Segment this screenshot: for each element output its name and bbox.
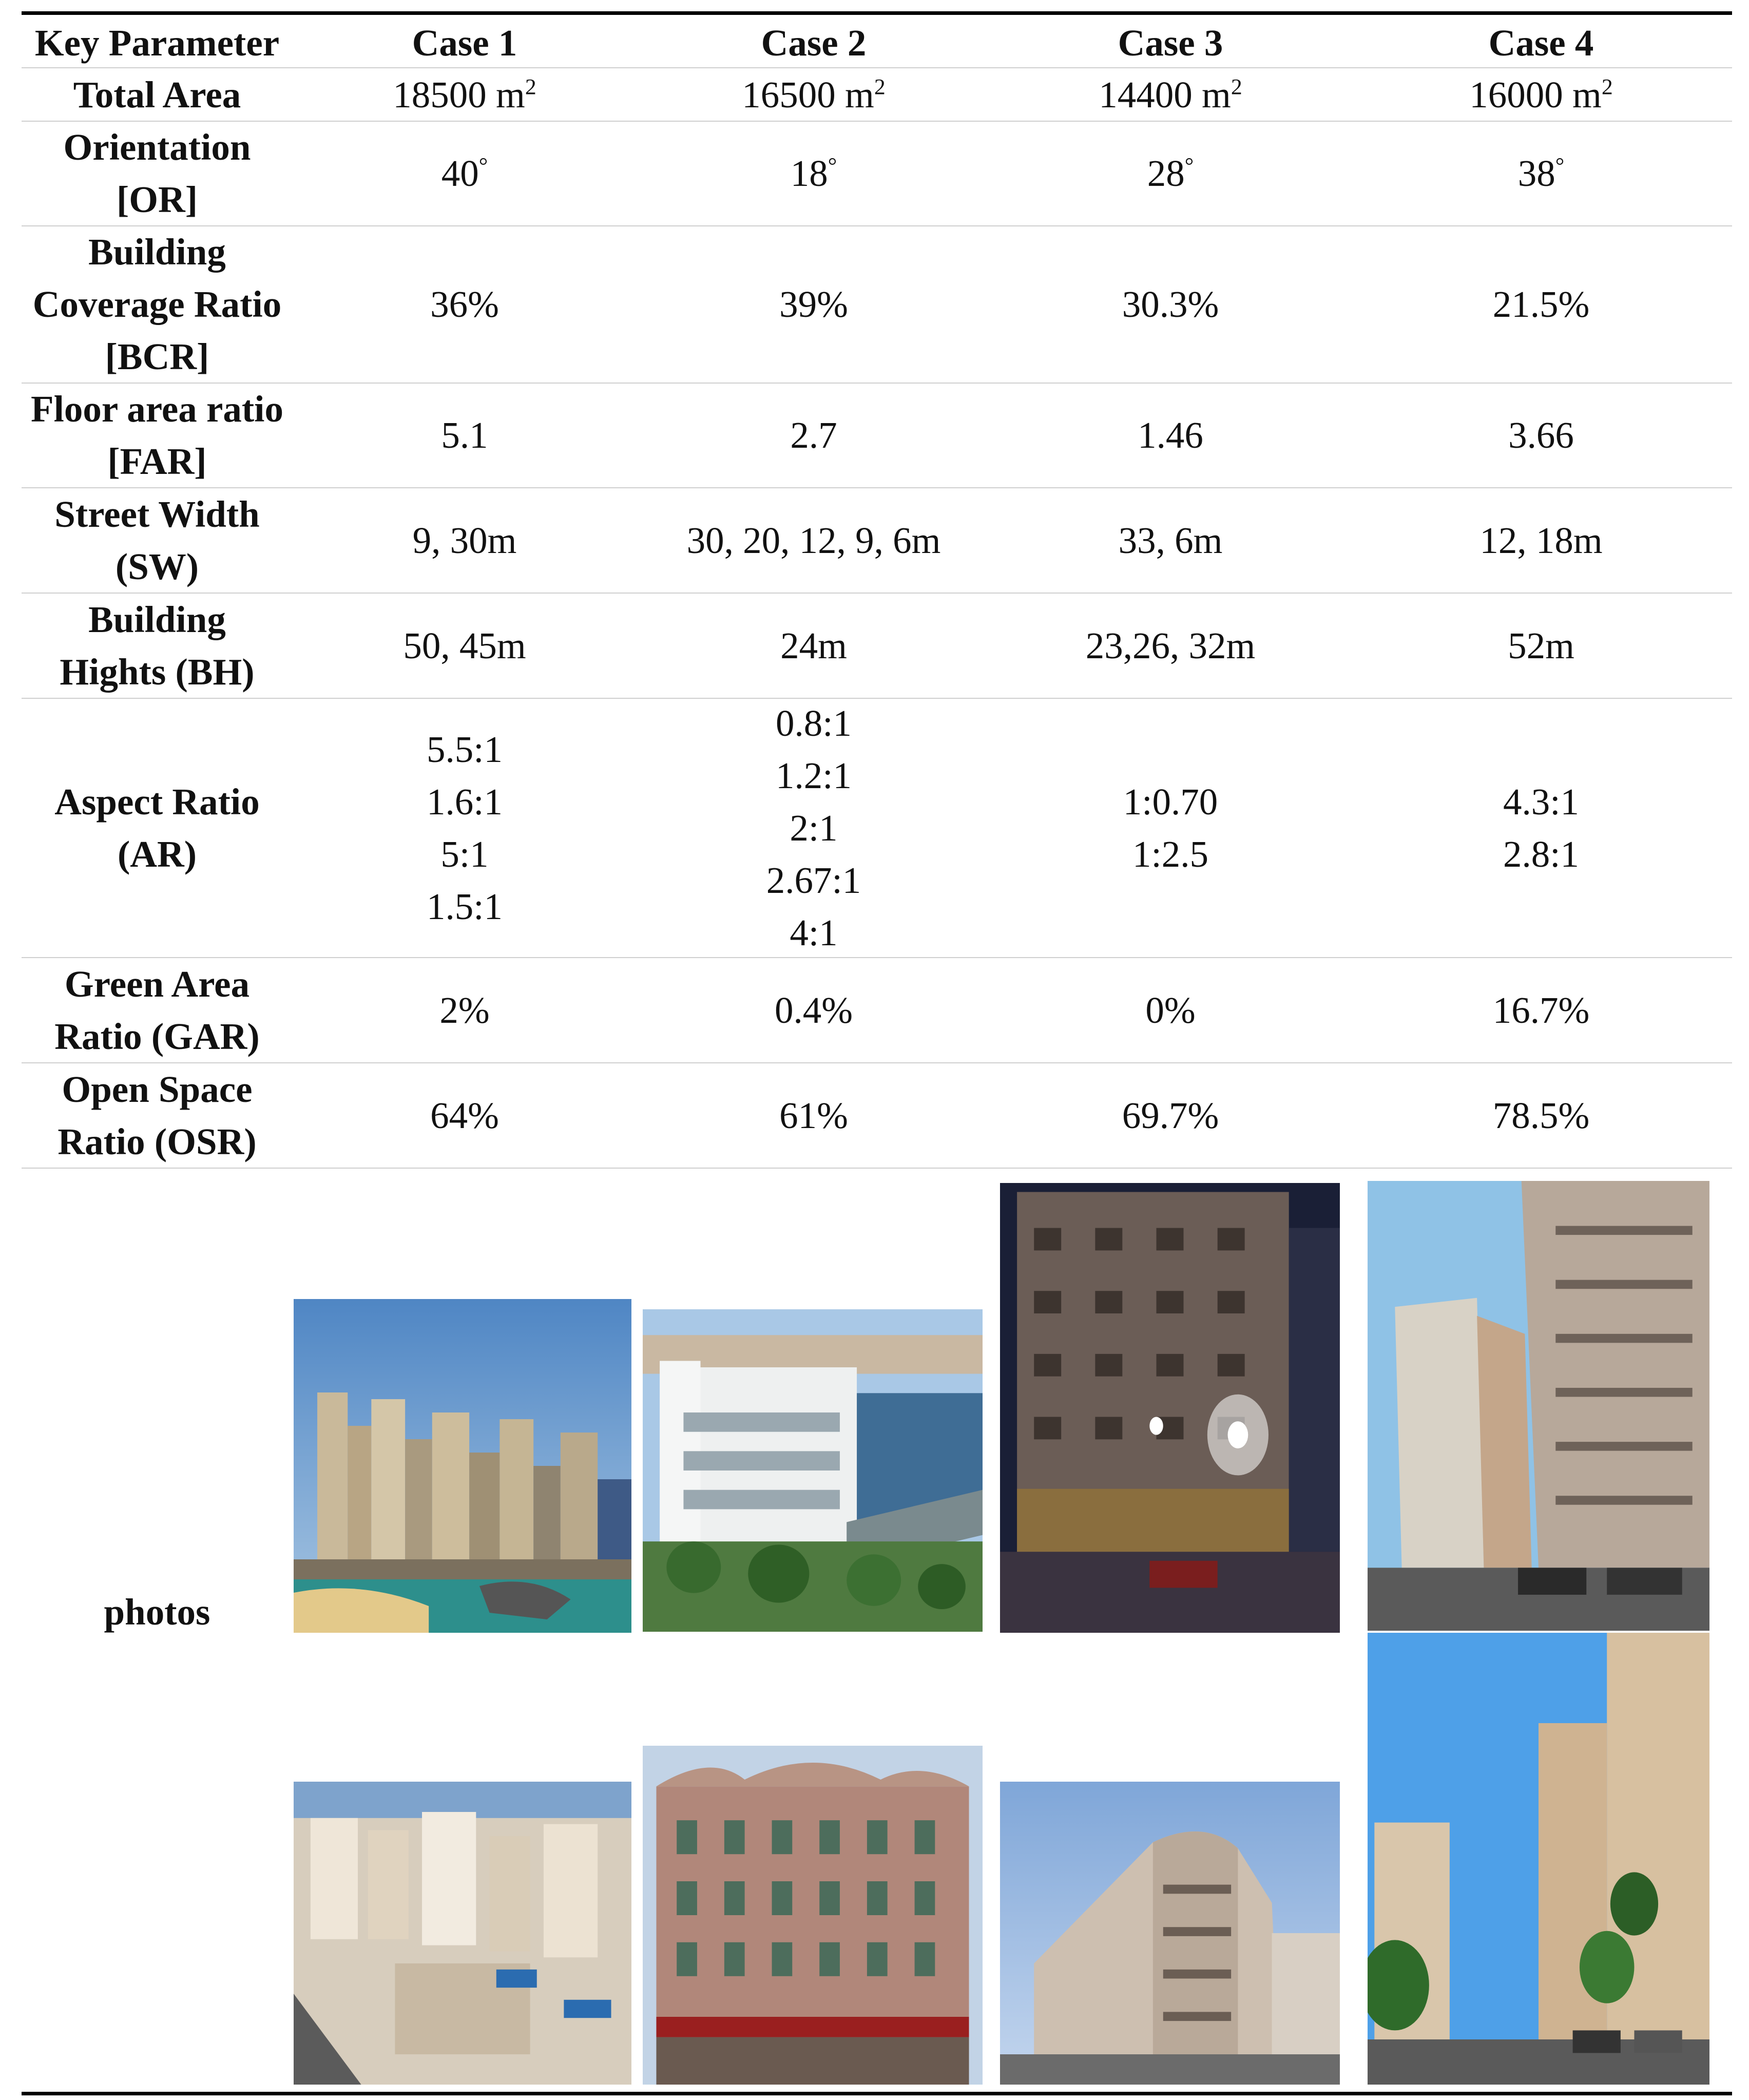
row-label-line: Building [88,598,226,640]
cell-value-line [393,69,536,121]
row-label-line: Total Area [73,73,241,116]
cell-value-line [775,984,853,1037]
cell-building-heights-case-4 [1350,593,1732,698]
cell-value-line [1493,1090,1590,1142]
cell-value-line [427,776,503,828]
cell-value: 1:0.70 [1123,780,1218,823]
cell-value: 1.6:1 [426,780,503,823]
cell-aspect-ratio-case-2 [637,698,991,958]
cell-value-superscript: 2 [1601,74,1613,100]
cell-value-line [766,854,861,907]
cell-value: 4:1 [790,911,838,953]
cell-value-line [1503,828,1579,881]
cell-value-line [441,409,488,462]
case3-photo-night-building [1000,1183,1340,1633]
cell-value-line [1493,278,1590,331]
cell-street-width-case-4 [1350,488,1732,593]
cell-value-line [1508,409,1574,462]
cell-value-line [439,984,489,1037]
cell-open-space-ratio-case-1 [293,1063,637,1168]
cell-value-superscript: ° [1184,153,1194,178]
cell-green-area-ratio-case-2 [637,958,991,1063]
cell-value-line [1518,147,1565,200]
cell-green-area-ratio-case-4 [1350,958,1732,1063]
cell-value-superscript: ° [1555,153,1565,178]
case1-photo-dense-city [294,1782,631,2085]
cell-value-line [780,620,847,672]
cell-green-area-ratio-case-3 [991,958,1350,1063]
row-label-line: Green Area [64,963,250,1005]
cell-value: 39% [779,283,848,325]
header-case-4: Case 4 [1488,22,1594,64]
cell-value-line [1503,776,1579,828]
row-divider-building-coverage-ratio [22,383,1732,384]
cell-value: 1:2.5 [1132,833,1209,875]
cell-value: 69.7% [1122,1094,1219,1136]
cell-value: 5:1 [440,833,489,875]
cell-value-line [430,1090,499,1142]
cell-value: 0.4% [774,989,853,1031]
cell-value-line [1508,620,1574,672]
cell-value-line [1145,984,1195,1037]
cell-floor-area-ratio-case-3 [991,383,1350,488]
row-divider-aspect-ratio [22,957,1732,958]
cell-value-line [441,147,488,200]
row-divider-building-heights [22,698,1732,699]
cell-orientation-case-1 [293,121,637,226]
cell-value: 5.1 [441,414,488,456]
cell-value: 4.3:1 [1503,780,1580,823]
cell-value: 2:1 [790,807,838,849]
cell-building-coverage-ratio-case-2 [637,226,991,383]
row-label-line: Street Width [54,493,260,535]
cell-value-superscript: ° [828,153,837,178]
cell-value-line [440,828,488,881]
cell-value: 0.8:1 [775,702,852,744]
cell-value: 16.7% [1492,989,1590,1031]
cell-value-line [1138,409,1203,462]
cell-value: 2% [439,989,490,1031]
cell-floor-area-ratio-case-1 [293,383,637,488]
row-label-line: Aspect Ratio [54,780,260,823]
cell-value: 16000 m [1469,73,1602,116]
row-label-green-area-ratio [22,958,293,1063]
case4-photo-residential-street [1368,1633,1709,2085]
cell-value: 21.5% [1492,283,1590,325]
cell-value: 16500 m [742,73,874,116]
cell-value-line [790,409,837,462]
cell-value: 5.5:1 [426,728,503,770]
case2-photo-white-hotel [643,1309,983,1632]
cell-value-line [1469,69,1612,121]
row-label-line: Building [88,231,226,273]
cell-value: 61% [779,1094,848,1136]
row-label-line: (SW) [115,545,199,587]
cell-value: 0% [1145,989,1196,1031]
cell-aspect-ratio-case-4 [1350,698,1732,958]
row-divider-floor-area-ratio [22,487,1732,488]
cell-value-superscript: ° [478,153,488,178]
cell-value-line [413,514,517,567]
cell-value-line [742,69,885,121]
cell-value: 64% [430,1094,499,1136]
row-divider-total-area [22,121,1732,122]
cell-value-line [779,1090,848,1142]
cell-value: 1.46 [1138,414,1203,456]
row-label-street-width [22,488,293,593]
cell-value-line [791,147,837,200]
row-label-open-space-ratio [22,1063,293,1168]
row-divider-street-width [22,593,1732,594]
row-divider-open-space-ratio [22,1168,1732,1169]
cell-value-line [687,514,941,567]
cell-orientation-case-2 [637,121,991,226]
cell-value-line [1123,776,1218,828]
header-case-2: Case 2 [761,22,867,64]
row-label-building-coverage-ratio [22,226,293,383]
cell-building-heights-case-2 [637,593,991,698]
row-label-orientation [22,121,293,226]
cell-value: 12, 18m [1479,519,1603,561]
cell-value: 24m [780,624,847,666]
cell-total-area-case-3 [991,68,1350,121]
row-label-line: Ratio (OSR) [57,1120,257,1162]
row-label-line: Orientation [63,126,251,168]
cell-total-area-case-2 [637,68,991,121]
cell-value: 38 [1517,152,1555,194]
cell-value: 18 [790,152,828,194]
cell-value-line [776,697,852,750]
cell-value-line [1119,514,1223,567]
row-label-line: Coverage Ratio [32,283,282,325]
cell-value-line [1122,278,1219,331]
row-label-total-area [22,68,293,121]
cell-value: 2.8:1 [1503,833,1580,875]
cell-value: 18500 m [393,73,525,116]
cell-value-line [776,750,852,802]
cell-value: 2.7 [790,414,837,456]
cell-aspect-ratio-case-1 [293,698,637,958]
cell-street-width-case-2 [637,488,991,593]
row-label-line: [BCR] [105,336,209,377]
header-row-divider [22,67,1732,68]
cell-street-width-case-1 [293,488,637,593]
case4-photo-tall-towers [1368,1181,1709,1631]
cell-building-heights-case-1 [293,593,637,698]
cell-floor-area-ratio-case-4 [1350,383,1732,488]
cell-total-area-case-4 [1350,68,1732,121]
cell-value-line [790,907,837,959]
cell-value-line [779,278,848,331]
header-case-1: Case 1 [412,22,517,64]
cell-orientation-case-4 [1350,121,1732,226]
cell-orientation-case-3 [991,121,1350,226]
cell-value-line [1122,1090,1219,1142]
cell-value: 30.3% [1122,283,1219,325]
cell-street-width-case-3 [991,488,1350,593]
row-label-line: [OR] [116,179,198,220]
photos-label: photos [104,1591,210,1633]
cell-value-line [430,278,499,331]
cell-value: 1.2:1 [775,754,852,796]
cell-value: 14400 m [1099,73,1231,116]
cell-building-coverage-ratio-case-3 [991,226,1350,383]
cell-value-line [1132,828,1208,881]
cell-building-coverage-ratio-case-4 [1350,226,1732,383]
cell-value: 23,26, 32m [1085,624,1256,666]
cell-floor-area-ratio-case-2 [637,383,991,488]
cell-value-superscript: 2 [525,74,536,100]
row-divider-orientation [22,225,1732,226]
cell-building-coverage-ratio-case-1 [293,226,637,383]
row-divider-green-area-ratio [22,1062,1732,1063]
header-key-parameter: Key Parameter [34,22,280,64]
cell-value: 3.66 [1508,414,1574,456]
cell-aspect-ratio-case-3 [991,698,1350,958]
cell-value: 78.5% [1492,1094,1590,1136]
cell-value-line [1147,147,1194,200]
row-label-line: Ratio (GAR) [54,1015,260,1057]
cell-value-line [790,802,837,854]
cell-value: 50, 45m [403,624,526,666]
cell-total-area-case-1 [293,68,637,121]
header-case-3: Case 3 [1118,22,1223,64]
cell-value: 40 [441,152,479,194]
cell-value-line [1479,514,1602,567]
row-label-line: Open Space [62,1068,253,1110]
cell-value-superscript: 2 [874,74,886,100]
cell-value: 33, 6m [1118,519,1223,561]
cell-value-line [1493,984,1590,1037]
cell-value-line [427,881,503,933]
cell-value: 2.67:1 [766,859,861,901]
case3-photo-curved-building [1000,1782,1340,2085]
row-label-building-heights [22,593,293,698]
table-top-rule [22,11,1732,15]
row-label-floor-area-ratio [22,383,293,488]
cell-value: 9, 30m [412,519,517,561]
cell-value: 52m [1508,624,1574,666]
case1-photo-coastal-towers [294,1299,631,1633]
cell-value-superscript: 2 [1231,74,1242,100]
cell-value: 28 [1147,152,1185,194]
row-label-line: Hights (BH) [60,651,255,693]
row-label-aspect-ratio [22,698,293,958]
cell-value-line [403,620,526,672]
row-label-line: [FAR] [107,441,207,482]
cell-green-area-ratio-case-1 [293,958,637,1063]
cell-value-line [427,723,503,776]
cell-open-space-ratio-case-3 [991,1063,1350,1168]
cell-value: 1.5:1 [426,885,503,927]
cell-value: 36% [430,283,499,325]
cell-building-heights-case-3 [991,593,1350,698]
cell-value-line [1099,69,1242,121]
row-label-line: Floor area ratio [31,388,283,430]
cell-value-line [1086,620,1256,672]
cell-open-space-ratio-case-4 [1350,1063,1732,1168]
case2-photo-ornate-facade [643,1746,983,2085]
row-label-line: (AR) [117,833,197,875]
cell-open-space-ratio-case-2 [637,1063,991,1168]
cell-value: 30, 20, 12, 9, 6m [686,519,941,561]
table-bottom-rule [22,2092,1732,2095]
